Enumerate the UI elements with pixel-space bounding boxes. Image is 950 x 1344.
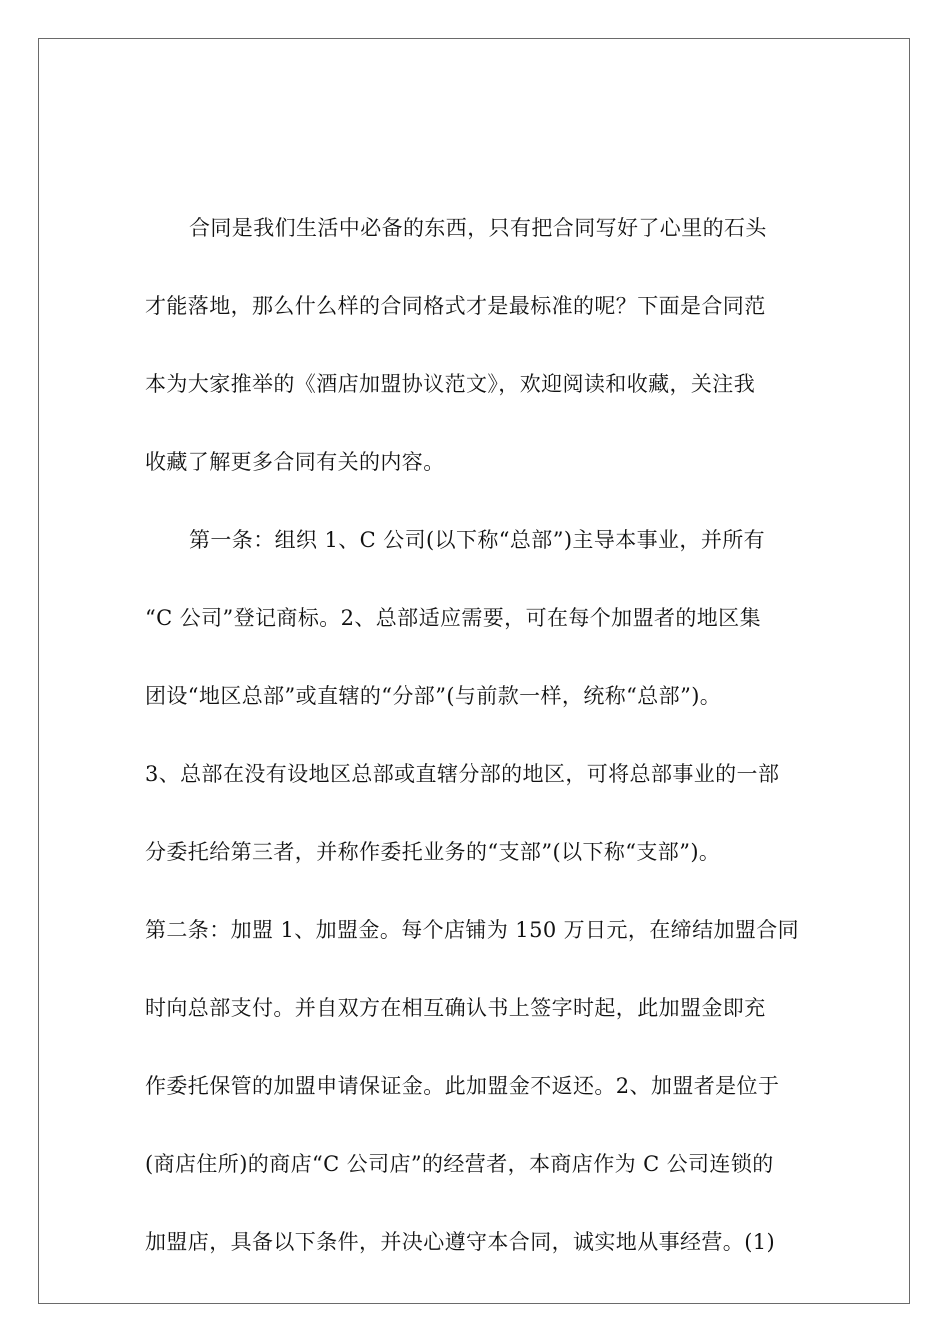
text-line-7: 团设“地区总部”或直辖的“分部”(与前款一样，统称“总部”)。 bbox=[145, 684, 722, 708]
text-line-2: 才能落地，那么什么样的合同格式才是最标准的呢？下面是合同范 bbox=[145, 294, 766, 318]
text-line-11: 时向总部支付。并自双方在相互确认书上签字时起，此加盟金即充 bbox=[145, 996, 766, 1020]
text-line-3: 本为大家推举的《酒店加盟协议范文》，欢迎阅读和收藏，关注我 bbox=[145, 372, 756, 396]
text-line-13: (商店住所)的商店“C 公司店”的经营者，本商店作为 C 公司连锁的 bbox=[145, 1152, 774, 1176]
text-line-1: 合同是我们生活中必备的东西，只有把合同写好了心里的石头 bbox=[189, 216, 767, 240]
text-line-14: 加盟店，具备以下条件，并决心遵守本合同，诚实地从事经营。(1) bbox=[145, 1230, 776, 1254]
text-line-4: 收藏了解更多合同有关的内容。 bbox=[145, 450, 445, 474]
text-line-10: 第二条：加盟 1、加盟金。每个店铺为 150 万日元，在缔结加盟合同 bbox=[145, 918, 800, 942]
document-body bbox=[145, 200, 810, 1292]
text-line-8: 3、总部在没有设地区总部或直辖分部的地区，可将总部事业的一部 bbox=[145, 762, 780, 786]
text-line-6: “C 公司”登记商标。2、总部适应需要，可在每个加盟者的地区集 bbox=[145, 606, 761, 630]
text-line-12: 作委托保管的加盟申请保证金。此加盟金不返还。2、加盟者是位于 bbox=[145, 1074, 780, 1098]
text-line-9: 分委托给第三者，并称作委托业务的“支部”(以下称“支部”)。 bbox=[145, 840, 721, 864]
text-line-5: 第一条：组织 1、C 公司(以下称“总部”)主导本事业，并所有 bbox=[189, 528, 766, 552]
